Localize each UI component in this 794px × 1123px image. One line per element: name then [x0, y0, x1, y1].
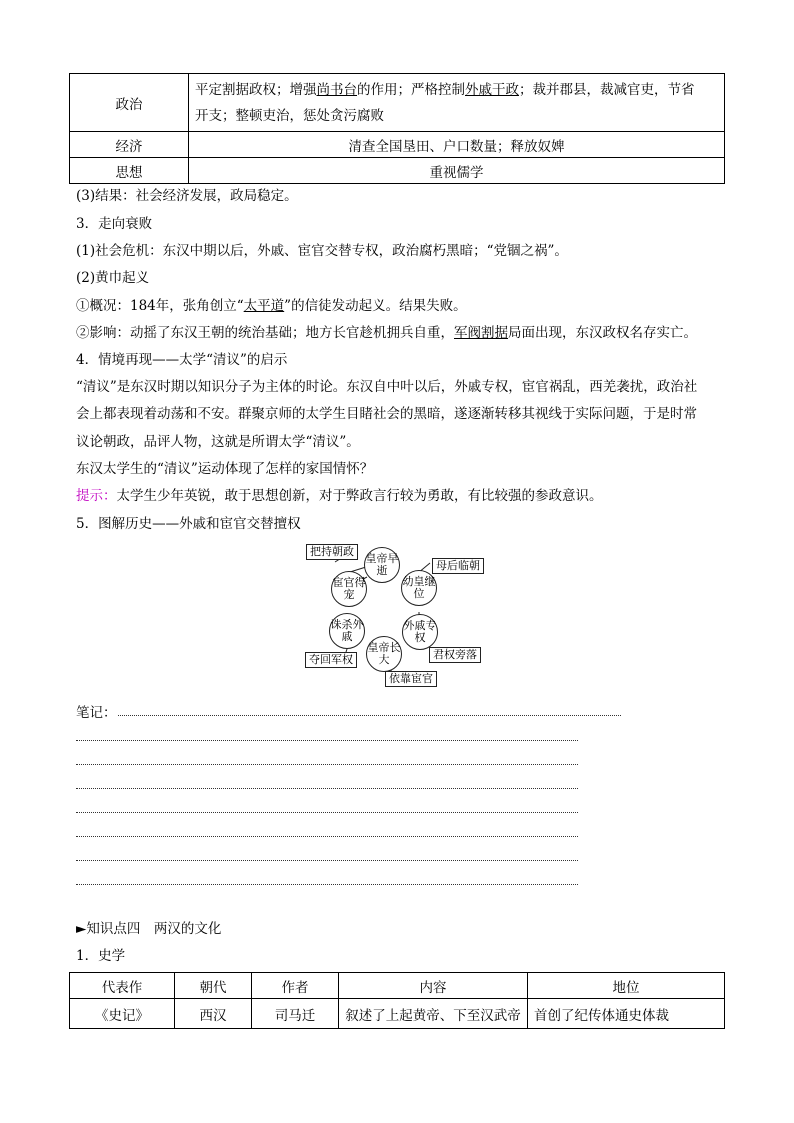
text-segment: 开支；整顿吏治，惩处贪污腐败	[195, 108, 384, 124]
section-heading-diagram: 5．图解历史——外戚和宦官交替擅权	[76, 516, 301, 532]
paragraph-line: 议论朝政，品评人物，这就是所谓太学“清议”。	[76, 434, 360, 450]
underlined-term: 军阀割据	[454, 325, 508, 341]
result-line: (3)结果：社会经济发展，政局稳定。	[76, 188, 298, 204]
header-cell: 作者	[252, 973, 339, 999]
knowledge-point-heading: ►知识点四 两汉的文化	[76, 921, 222, 937]
header-cell: 朝代	[175, 973, 252, 999]
circle-young-emperor: 幼皇继位	[401, 570, 437, 606]
policy-table	[69, 73, 725, 184]
table-cell: 叙述了上起黄帝、下至汉武帝	[339, 999, 528, 1029]
text-segment: 局面出现，东汉政权名存实亡。	[508, 325, 697, 341]
historiography-heading: 1．史学	[76, 948, 126, 964]
table-cell: 司马迁	[252, 999, 339, 1029]
question-line: 东汉太学生的“清议”运动体现了怎样的家国情怀？	[76, 461, 374, 477]
notes-line[interactable]	[76, 788, 578, 789]
box-control-court: 把持朝政	[306, 544, 358, 560]
notes-line[interactable]	[76, 812, 578, 813]
row-label-thought: 思想	[70, 158, 189, 184]
notes-label: 笔记：	[76, 705, 117, 721]
power-cycle-diagram	[300, 540, 500, 690]
row-label-economy: 经济	[70, 132, 189, 158]
circle-consort-power: 外戚专权	[402, 614, 438, 650]
paragraph-line: “清议”是东汉时期以知识分子为主体的时论。东汉自中叶以后，外戚专权，宦官祸乱，西羌袭扰，政治社	[76, 379, 698, 395]
history-table	[69, 972, 725, 1029]
notes-line[interactable]	[76, 884, 578, 885]
section-heading-taixue: 4．情境再现——太学“清议”的启示	[76, 352, 288, 368]
box-power-aside: 君权旁落	[429, 647, 481, 663]
circle-emperor-grows: 皇帝长大	[366, 636, 402, 672]
thought-content: 重视儒学	[189, 158, 725, 184]
table-cell: 《史记》	[70, 999, 175, 1029]
notes-line[interactable]	[76, 860, 578, 861]
circle-kill-consort: 诛杀外戚	[329, 613, 365, 649]
text-segment: 平定割据政权；增强	[195, 82, 317, 98]
table-cell: 首创了纪传体通史体裁	[528, 999, 725, 1029]
header-cell: 地位	[528, 973, 725, 999]
circle-emperor-early-death: 皇帝早逝	[364, 547, 400, 583]
overview-line	[76, 296, 467, 316]
row-label-politics: 政治	[70, 74, 189, 132]
politics-content	[189, 74, 725, 132]
underlined-term: 尚书台	[316, 82, 357, 98]
text-segment: ②影响：动摇了东汉王朝的统治基础；地方长官趁机拥兵自重，	[76, 325, 454, 341]
yellow-turban-heading: (2)黄巾起义	[76, 270, 150, 286]
box-seize-military: 夺回军权	[305, 652, 357, 668]
social-crisis-line: (1)社会危机：东汉中期以后，外戚、宦官交替专权，政治腐朽黑暗；“党锢之祸”。	[76, 243, 568, 259]
notes-line[interactable]	[76, 740, 578, 741]
header-cell: 代表作	[70, 973, 175, 999]
notes-line[interactable]	[118, 715, 621, 716]
text-segment: ；裁并郡县，裁减官吏，节省	[519, 82, 695, 98]
impact-line	[76, 323, 697, 343]
circle-eunuch-favored: 宦官得宠	[331, 571, 367, 607]
section-heading-decline: 3．走向衰败	[76, 216, 153, 232]
box-empress-regency: 母后临朝	[432, 558, 484, 574]
economy-content: 清查全国垦田、户口数量；释放奴婢	[189, 132, 725, 158]
box-rely-eunuch: 依靠宦官	[385, 671, 437, 687]
paragraph-line: 会上都表现着动荡和不安。群聚京师的太学生目睹社会的黑暗，遂逐渐转移其视线于实际问题，于是时常	[76, 406, 697, 422]
text-segment: ①概况：184年，张角创立“	[76, 298, 244, 314]
underlined-term: 外戚干政	[465, 82, 519, 98]
hint-text: 太学生少年英锐，敢于思想创新，对于弊政言行较为勇敢，有比较强的参政意识。	[116, 488, 603, 504]
text-segment: 的作用；严格控制	[357, 82, 465, 98]
underlined-term: 太平道	[243, 298, 285, 314]
hint-label: 提示：	[76, 488, 117, 504]
header-cell: 内容	[339, 973, 528, 999]
table-cell: 西汉	[175, 999, 252, 1029]
notes-line[interactable]	[76, 764, 578, 765]
text-segment: ”的信徒发动起义。结果失败。	[284, 298, 467, 314]
hint-line	[76, 486, 603, 506]
notes-line[interactable]	[76, 836, 578, 837]
